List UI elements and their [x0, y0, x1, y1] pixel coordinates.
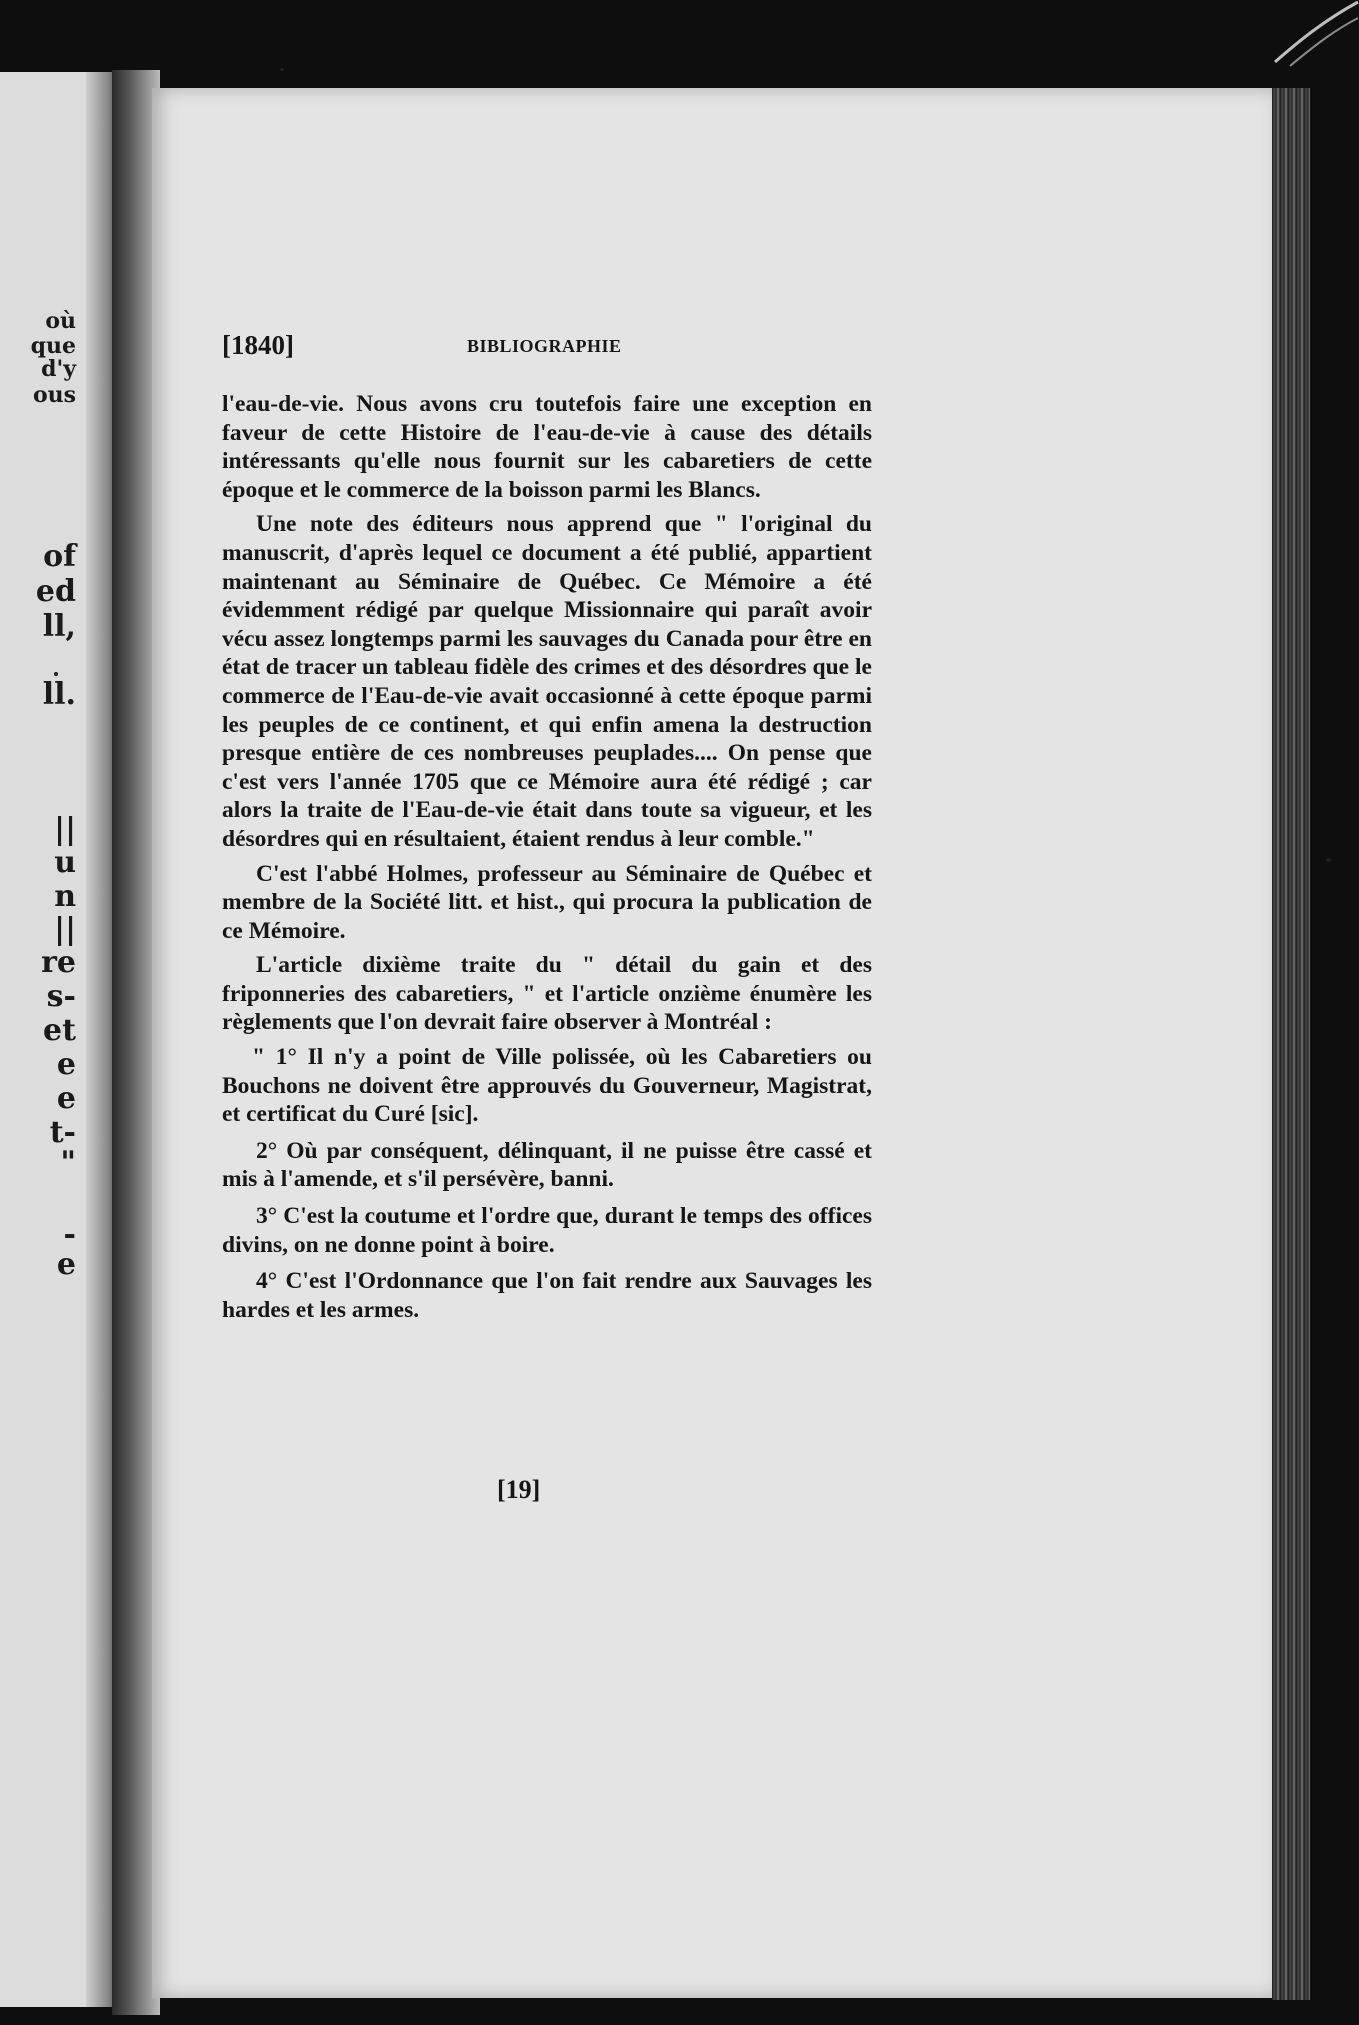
header-year: [1840]	[222, 330, 294, 360]
margin-speck	[1326, 858, 1331, 862]
page-number: [19]	[497, 1475, 541, 1504]
body-paragraph: Une note des éditeurs nous apprend que " l'original du manuscrit, d'après lequel ce document a été publié, appartient maintenant au Séminaire de Québec. Ce Mémoire a été évidemment rédigé par quelque Missionnaire qui paraît avoir vécu assez longtemps parmi les sauvages du Canada pour être en état de tracer un tableau fidèle des crimes et des désordres que le commerce de l'Eau-de-vie avait occasionné à cette époque parmi les peuples de ce continent, et qui enfin amena la destruction presque entière de ces nombreuses peuplades.... On pense que c'est vers l'année 1705 que ce Mémoire aura été rédigé ; car alors la traite de l'Eau-de-vie était dans toute sa vigueur, et les désordres qui en résultaient, étaient rendus à leur comble."	[222, 511, 872, 852]
corner-page-curl	[1270, 0, 1359, 70]
left-page-fragment: ed	[35, 574, 76, 609]
left-page-fragment: e	[56, 1247, 76, 1282]
page-edges	[1272, 88, 1310, 2000]
body-paragraph: C'est l'abbé Holmes, professeur au Séminaire de Québec et membre de la Société litt. et hist., qui procura la publication de ce Mémoire.	[222, 860, 872, 944]
left-page-fragment: t-	[49, 1115, 76, 1150]
header-running-title: BIBLIOGRAPHIE	[467, 336, 622, 356]
left-page-fragment: et	[43, 1013, 76, 1048]
left-page-fragment: que	[30, 333, 76, 359]
left-facing-page	[0, 72, 122, 2007]
margin-speck	[280, 68, 284, 71]
body-paragraph: 3° C'est la coutume et l'ordre que, durant le temps des offices divins, on ne donne point à boire.	[222, 1203, 872, 1258]
left-page-fragment: -	[63, 1217, 76, 1252]
body-paragraph: L'article dixième traite du " détail du gain et des friponneries des cabaretiers, " et l'article onzième énumère les règlements que l'on devrait faire observer à Montréal :	[222, 952, 872, 1036]
left-page-fragment: ll.	[42, 677, 76, 712]
margin-speck	[54, 672, 58, 676]
left-page-fragment: e	[56, 1047, 76, 1082]
left-page-fragment: ||	[54, 912, 76, 947]
left-page-fragment: of	[43, 539, 76, 574]
left-page-fragment: s-	[46, 979, 76, 1014]
body-paragraph: 4° C'est l'Ordonnance que l'on fait rendre aux Sauvages les hardes et les armes.	[222, 1268, 872, 1323]
left-page-fragment: e	[56, 1081, 76, 1116]
left-page-fragment: d'y	[41, 356, 76, 382]
left-page-fragment: n	[54, 879, 76, 914]
body-paragraph: 2° Où par conséquent, délinquant, il ne puisse être cassé et mis à l'amende, et s'il persévère, banni.	[222, 1137, 872, 1193]
left-page-fragment: où	[45, 308, 76, 334]
body-paragraph: l'eau-de-vie. Nous avons cru toutefois faire une exception en faveur de cette Histoire de l'eau-de-vie à cause des détails intéressants qu'elle nous fournit sur les cabaretiers de cette époque et le commerce de la boisson parmi les Blancs.	[222, 391, 872, 503]
left-page-fragment: u	[54, 845, 76, 880]
left-page-fragment: ll,	[42, 609, 76, 644]
left-page-fragment: ||	[54, 812, 76, 847]
body-paragraph: " 1° Il n'y a point de Ville polissée, où les Cabaretiers ou Bouchons ne doivent être approuvés du Gouverneur, Magistrat, et certificat du Curé [sic].	[222, 1044, 872, 1128]
running-header	[222, 330, 872, 364]
left-page-fragment: ous	[32, 382, 76, 408]
left-page-fragment: re	[41, 945, 76, 980]
left-page-fragment: "	[60, 1145, 76, 1180]
page-body-text	[222, 390, 872, 1332]
